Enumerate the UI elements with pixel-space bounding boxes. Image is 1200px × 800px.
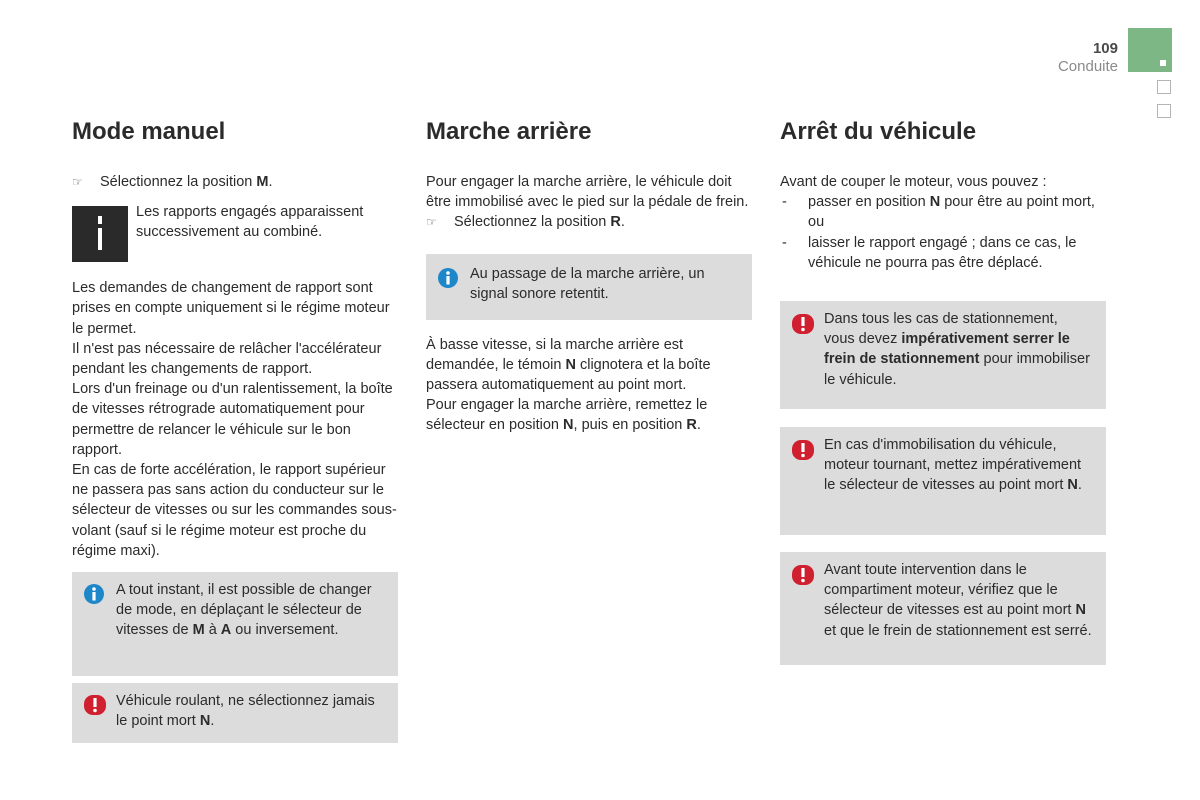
- paragraph: Les demandes de changement de rapport sont prises en compte uniquement si le régime moteur le permet.: [72, 280, 390, 337]
- chapter-tab: [1128, 28, 1172, 72]
- paragraph: Avant de couper le moteur, vous pouvez :: [780, 174, 1047, 190]
- paragraph: Pour engager la marche arrière, le véhicule doit être immobilisé avec le pied sur la pédale de frein.: [426, 174, 749, 211]
- list-item: - laisser le rapport engagé ; dans ce cas, le véhicule ne pourra pas être déplacé.: [782, 234, 1077, 271]
- chapter-tab-empty: [1157, 104, 1171, 118]
- warning-box: En cas d'immobilisation du véhicule, moteur tournant, mettez impérativement le sélecteur de vitesses au point mort N.: [780, 427, 1106, 535]
- warning-icon: [792, 440, 814, 466]
- warning-box: Véhicule roulant, ne sélectionnez jamais le point mort N.: [72, 683, 398, 743]
- list-item: - passer en position N pour être au point mort,: [782, 194, 1095, 211]
- section-heading: Marche arrière: [426, 118, 592, 145]
- section-heading: Mode manuel: [72, 118, 226, 145]
- gear-indicator-block: [72, 206, 398, 270]
- tab-dot: [1160, 60, 1166, 66]
- warning-box: Avant toute intervention dans le compartiment moteur, vérifiez que le sélecteur de vitesses est au point mort N et que le frein de stationnement est serré.: [780, 552, 1106, 665]
- paragraph: Lors d'un freinage ou d'un ralentissement, la boîte de vitesses rétrograde automatiquement pour permettre de relancer le véhicule sur le bon rapport.: [72, 381, 393, 458]
- chapter-tab-empty: [1157, 80, 1171, 94]
- column-arret-vehicule: [780, 118, 1106, 665]
- pointing-hand-icon: ☞: [72, 175, 83, 189]
- paragraph: À basse vitesse, si la marche arrière est demandée, le témoin N clignotera et la boîte passera automatiquement au point mort.: [426, 336, 711, 394]
- column-mode-manuel: [72, 118, 398, 743]
- section-title: Conduite: [1057, 58, 1118, 75]
- section-heading: Arrêt du véhicule: [780, 118, 977, 145]
- paragraph: Pour engager la marche arrière, remettez le sélecteur en position N, puis en position R.: [426, 397, 708, 434]
- instruction-bullet: ☞ Sélectionnez la position M.: [72, 172, 398, 192]
- info-icon: [438, 268, 458, 294]
- warning-icon: [84, 695, 106, 721]
- warning-icon: [792, 314, 814, 340]
- warning-icon: [792, 565, 814, 591]
- warning-box: Dans tous les cas de stationnement, vous devez impérativement serrer le frein de stationnement pour immobiliser le véhicule.: [780, 301, 1106, 409]
- pointing-hand-icon: ☞: [426, 215, 437, 230]
- instruction-bullet: ☞ Sélectionnez la position R.: [426, 212, 752, 232]
- list-item-separator: ou: [808, 214, 825, 231]
- paragraph: Il n'est pas nécessaire de relâcher l'accélérateur pendant les changements de rapport.: [72, 340, 382, 378]
- info-box: Au passage de la marche arrière, un signal sonore retentit.: [426, 254, 752, 320]
- info-icon: [84, 584, 104, 610]
- page-number: 109: [1092, 40, 1118, 57]
- gear-indicator-icon: [72, 206, 128, 262]
- column-marche-arriere: [426, 118, 752, 436]
- gear-indicator-text: Les rapports engagés apparaissent successivement au combiné.: [136, 204, 364, 241]
- info-box: A tout instant, il est possible de changer de mode, en déplaçant le sélecteur de vitesses de M à A ou inversement.: [72, 572, 398, 676]
- paragraph: En cas de forte accélération, le rapport supérieur ne passera pas sans action du conducteur sur le sélecteur de vitesses ou sur les commandes sous-volant (sauf si le régime moteur est proche du régime maxi).: [72, 462, 397, 559]
